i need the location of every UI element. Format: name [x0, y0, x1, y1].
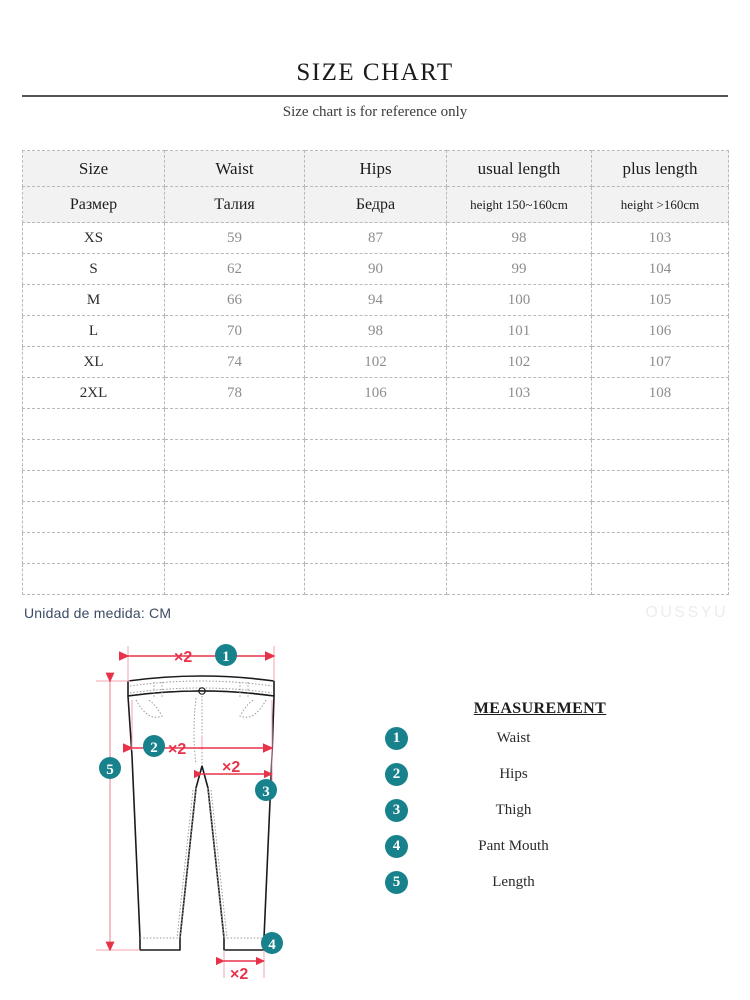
table-cell: 101 [447, 316, 592, 347]
table-cell-empty [447, 471, 592, 502]
header-cell-0: Size [23, 151, 165, 187]
table-row [23, 347, 729, 378]
legend-item [385, 759, 635, 790]
table-cell-empty [23, 471, 165, 502]
header-divider [22, 95, 728, 97]
table-cell: S [23, 254, 165, 285]
legend-number-badge: 4 [385, 835, 408, 858]
page-subtitle: Size chart is for reference only [282, 104, 468, 120]
table-cell-empty [447, 533, 592, 564]
header-cell-alt-4: height >160cm [592, 187, 729, 223]
table-cell: 103 [447, 378, 592, 409]
header-cell-1: Waist [165, 151, 305, 187]
header-cell-3: usual length [447, 151, 592, 187]
pants-measurement-diagram [96, 638, 306, 988]
svg-text:×2: ×2 [222, 759, 241, 776]
table-cell-empty [165, 409, 305, 440]
table-cell: M [23, 285, 165, 316]
table-cell-empty [592, 409, 729, 440]
table-cell-empty [23, 564, 165, 595]
table-cell-empty [592, 502, 729, 533]
table-cell: 106 [305, 378, 447, 409]
table-cell: 100 [447, 285, 592, 316]
svg-text:2: 2 [150, 740, 158, 756]
header-cell-alt-3: height 150~160cm [447, 187, 592, 223]
table-cell-empty [447, 440, 592, 471]
table-cell: 102 [447, 347, 592, 378]
table-row-empty [23, 533, 729, 564]
table-cell: 103 [592, 223, 729, 254]
legend-title: MEASUREMENT [473, 700, 607, 717]
table-cell-empty [592, 564, 729, 595]
legend-item [385, 723, 635, 754]
table-cell: 59 [165, 223, 305, 254]
table-row-empty [23, 564, 729, 595]
table-cell-empty [447, 502, 592, 533]
table-cell: 98 [305, 316, 447, 347]
table-cell: 78 [165, 378, 305, 409]
table-row [23, 223, 729, 254]
legend-item [385, 795, 635, 826]
table-header-row-en [23, 151, 729, 187]
header-cell-alt-0: Размер [23, 187, 165, 223]
svg-text:4: 4 [268, 937, 276, 953]
table-cell-empty [305, 471, 447, 502]
page-title: SIZE CHART [296, 59, 454, 86]
legend-item [385, 831, 635, 862]
legend-item-label: Length [492, 874, 535, 890]
legend-item-label: Waist [496, 730, 531, 746]
table-cell-empty [592, 533, 729, 564]
table-row [23, 378, 729, 409]
table-row-empty [23, 502, 729, 533]
table-cell: 106 [592, 316, 729, 347]
legend-item-label: Thigh [495, 802, 532, 818]
brand-watermark: OUSSYU [645, 604, 728, 621]
table-row [23, 285, 729, 316]
table-cell-empty [165, 564, 305, 595]
table-cell-empty [23, 533, 165, 564]
legend-number-badge: 3 [385, 799, 408, 822]
table-cell: 94 [305, 285, 447, 316]
table-cell-empty [165, 533, 305, 564]
table-cell: 62 [165, 254, 305, 285]
table-cell: 104 [592, 254, 729, 285]
table-cell-empty [165, 440, 305, 471]
legend-item-label: Hips [499, 766, 528, 782]
table-cell-empty [447, 409, 592, 440]
table-cell-empty [305, 440, 447, 471]
table-cell: 102 [305, 347, 447, 378]
table-cell-empty [592, 471, 729, 502]
table-cell: 98 [447, 223, 592, 254]
table-cell: 108 [592, 378, 729, 409]
legend-item-label: Pant Mouth [478, 838, 549, 854]
svg-text:×2: ×2 [168, 741, 187, 758]
legend-number-badge: 5 [385, 871, 408, 894]
header-cell-4: plus length [592, 151, 729, 187]
header-cell-alt-1: Талия [165, 187, 305, 223]
table-cell: L [23, 316, 165, 347]
legend-number-badge: 2 [385, 763, 408, 786]
table-row-empty [23, 440, 729, 471]
table-cell: 99 [447, 254, 592, 285]
table-cell-empty [305, 533, 447, 564]
table-cell: 74 [165, 347, 305, 378]
table-cell-empty [23, 502, 165, 533]
table-cell-empty [165, 502, 305, 533]
table-cell: 107 [592, 347, 729, 378]
svg-text:1: 1 [222, 649, 230, 665]
table-cell-empty [592, 440, 729, 471]
page-header [0, 58, 750, 88]
table-cell-empty [305, 564, 447, 595]
svg-text:3: 3 [262, 784, 270, 800]
table-row-empty [23, 409, 729, 440]
table-row [23, 316, 729, 347]
table-cell-empty [23, 440, 165, 471]
table-cell: 66 [165, 285, 305, 316]
table-cell: 105 [592, 285, 729, 316]
legend-number-badge: 1 [385, 727, 408, 750]
size-chart-table [22, 150, 729, 595]
header-cell-alt-2: Бедра [305, 187, 447, 223]
table-cell-empty [447, 564, 592, 595]
svg-text:×2: ×2 [174, 649, 193, 666]
table-row-empty [23, 471, 729, 502]
svg-text:×2: ×2 [230, 966, 249, 983]
table-header-row-ru [23, 187, 729, 223]
table-cell: 90 [305, 254, 447, 285]
table-cell-empty [305, 502, 447, 533]
table-cell-empty [23, 409, 165, 440]
table-cell: 70 [165, 316, 305, 347]
table-cell: XS [23, 223, 165, 254]
svg-text:5: 5 [106, 762, 114, 778]
table-cell-empty [165, 471, 305, 502]
table-row [23, 254, 729, 285]
table-cell: XL [23, 347, 165, 378]
table-cell-empty [305, 409, 447, 440]
unit-of-measure-label: Unidad de medida: CM [24, 605, 172, 621]
table-cell: 2XL [23, 378, 165, 409]
header-cell-2: Hips [305, 151, 447, 187]
table-cell: 87 [305, 223, 447, 254]
measurement-legend [385, 700, 635, 898]
legend-item [385, 867, 635, 898]
